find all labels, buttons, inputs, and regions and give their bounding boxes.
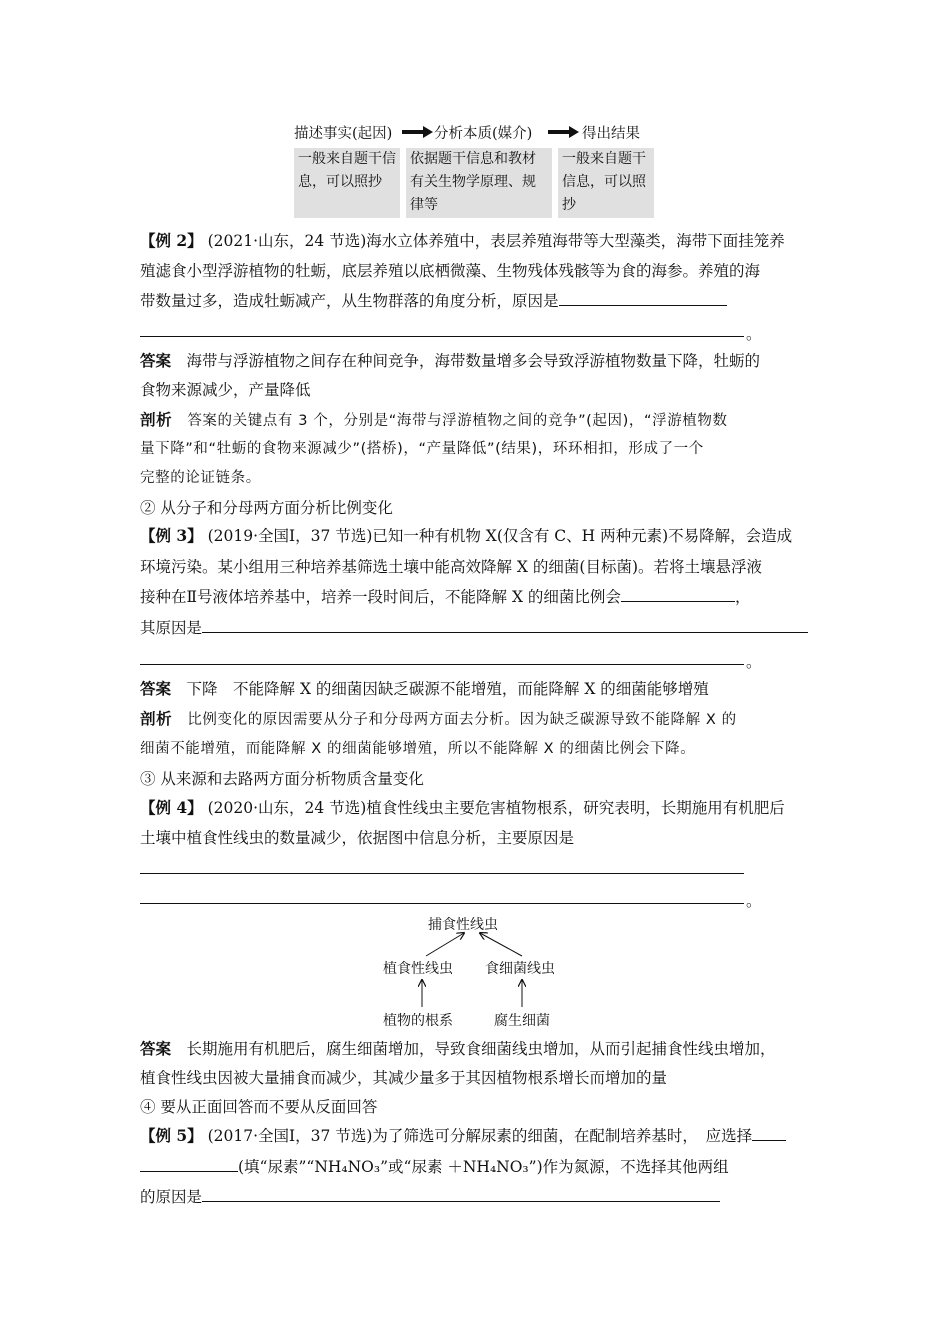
ex2-answer-line-1: 答案 海带与浮游植物之间存在种间竞争，海带数量增多会导致浮游植物数量下降，牡蛎的 xyxy=(140,351,761,370)
node-predatory-nematode: 捕食性线虫 xyxy=(428,917,498,933)
answer-blank[interactable] xyxy=(140,336,744,337)
flow-box-result: 一般来自题干信息，可以照抄 xyxy=(558,148,654,218)
node-saprophytic-bacteria: 腐生细菌 xyxy=(494,1013,550,1029)
section-heading: ③ 从来源和去路两方面分析物质含量变化 xyxy=(140,770,424,788)
flow-step-cause: 描述事实(起因) xyxy=(294,126,393,142)
ex3-answer-line-1: 答案 下降 不能降解 X 的细菌因缺乏碳源不能增殖，而能降解 X 的细菌能够增殖 xyxy=(140,679,709,698)
flow-box-medium: 依据题干信息和教材有关生物学原理、规律等 xyxy=(406,148,552,218)
food-web-arrows xyxy=(372,912,602,1032)
ex3-line-1: 【例 3】 (2019·全国Ⅰ，37 节选)已知一种有机物 X(仅含有 C、H 两种元素)不易降解，会造成 xyxy=(140,526,793,545)
ex4-answer-line-2: 植食性线虫因被大量捕食而减少，其减少量多于其因植物根系增长而增加的量 xyxy=(140,1069,668,1087)
analysis-label: 剖析 xyxy=(140,709,173,728)
ex2-analysis-line-2: 量下降”和“牡蛎的食物来源减少”(搭桥)，“产量降低”(结果)，环环相扣，形成了一个 xyxy=(140,441,704,457)
ex3-analysis-line-2: 细菌不能增殖，而能降解 X 的细菌能够增殖，所以不能降解 X 的细菌比例会下降。 xyxy=(140,741,696,757)
ex2-analysis-line-1: 剖析 答案的关键点有 3 个，分别是“海带与浮游植物之间的竞争”(起因)，“浮游植物数 xyxy=(140,410,728,429)
arrow-icon xyxy=(426,933,464,956)
answer-blank[interactable] xyxy=(202,617,808,633)
section-heading: ④ 要从正面回答而不要从反面回答 xyxy=(140,1098,378,1116)
answer-label: 答案 xyxy=(140,1039,172,1058)
flow-box-cause: 一般来自题干信息，可以照抄 xyxy=(294,148,400,218)
answer-blank[interactable] xyxy=(140,664,744,665)
answer-blank[interactable] xyxy=(140,903,744,904)
ex3-analysis-line-1: 剖析 比例变化的原因需要从分子和分母两方面去分析。因为缺乏碳源导致不能降解 X 的 xyxy=(140,709,737,728)
answer-blank[interactable] xyxy=(140,1156,238,1172)
node-herbivorous-nematode: 植食性线虫 xyxy=(383,961,453,977)
arrow-icon xyxy=(480,933,522,956)
node-bacterivorous-nematode: 食细菌线虫 xyxy=(485,961,555,977)
reasoning-flow xyxy=(294,122,654,222)
ex3-line-2: 环境污染。某小组用三种培养基筛选土壤中能高效降解 X 的细菌(目标菌)。若将土壤悬浮液 xyxy=(140,558,762,576)
section-heading: ② 从分子和分母两方面分析比例变化 xyxy=(140,499,393,517)
ex2-analysis-line-3: 完整的论证链条。 xyxy=(140,470,261,486)
ex4-line-2: 土壤中植食性线虫的数量减少，依据图中信息分析，主要原因是 xyxy=(140,829,575,847)
answer-blank[interactable] xyxy=(621,586,735,602)
ex3-line-4: 其原因是 xyxy=(140,617,820,639)
ex2-line-1: 【例 2】 (2021·山东，24 节选)海水立体养殖中，表层养殖海带等大型藻类，海带下面挂笼养 xyxy=(140,231,785,250)
ex2-line-2: 殖滤食小型浮游植物的牡蛎，底层养殖以底栖微藻、生物残体残骸等为食的海参。养殖的海 xyxy=(140,262,761,280)
arrow-icon xyxy=(402,130,424,134)
ex3-line-3: 接种在Ⅱ号液体培养基中，培养一段时间后，不能降解 X 的细菌比例会 ， xyxy=(140,588,751,606)
answer-blank[interactable] xyxy=(202,1186,720,1202)
answer-blank[interactable] xyxy=(752,1125,786,1141)
document-page: 描述事实(起因) 分析本质(媒介) 得出结果 一般来自题干信息，可以照抄 依据题干信息和教材有关生物学原理、规律等 一般来自题干信息，可以照抄 【例 2】 (2021·山东，24 节选)海水立体养殖中，表层养殖海带等大型藻类，海带下面挂笼养 殖滤食小型浮游植物的牡蛎，底层养殖以底栖微藻、生物残体残骸等为食的海参。养殖的海 带数量过多，造成牡蛎减产，从生物群落的角度分析，原因是 。 答案 海带与浮游植物之间存在种间竞争，海带数量增多会导致浮游植物数量下降，牡蛎的 食物来源减少，产量降低 剖析 答案的关键点有 3 个，分别是“海带与浮游植物之间的竞争”(起因)，“浮游植物数 量下降”和“牡蛎的食物来源减少”(搭桥)，“产量降低”(结果)，环环相扣，形成了一个 完整的论证链条。 ② 从分子和分母两方面分析比例变化 【例 3】 (2019·全国Ⅰ，37 节选)已知一种有机物 X(仅含有 C、H 两种元素)不易降解，会造成 环境污染。某小组用三种培养基筛选土壤中能高效降解 X 的细菌(目标菌)。若将土壤悬浮液 接种在Ⅱ号液体培养基中，培养一段时间后，不能降解 X 的细菌比例会 ， 其原因是 。 答案 下降 不能降解 X 的细菌因缺乏碳源不能增殖，而能降解 X 的细菌能够增殖 剖析 比例变化的原因需要从分子和分母两方面去分析。因为缺乏碳源导致不能降解 X 的 细菌不能增殖，而能降解 X 的细菌能够增殖，所以不能降解 X 的细菌比例会下降。 ③ 从来源和去路两方面分析物质含量变化 【例 4】 (2020·山东，24 节选)植食性线虫主要危害植物根系，研究表明，长期施用有机肥后 土壤中植食性线虫的数量减少，依据图中信息分析，主要原因是 。 捕食性线虫 植食性线虫 食细菌线虫 植物的根系 腐生细菌 答案 长期施用有机肥后，腐生细菌增加，导致食细菌线虫增加，从而引起捕食性线虫增加， 植食性线虫因被大量捕食而减少，其减少量多于其因植物根系增长而增加的量 ④ 要从正面回答而不要从反面回答 【例 5】 (2017·全国Ⅰ，37 节选)为了筛选可分解尿素的细菌，在配制培养基时， 应选择 (填“尿素”“NH₄NO₃”或“尿素 ＋NH₄NO₃”)作为氮源，不选择其他两组 的原因是 xyxy=(0,0,950,1344)
food-web-diagram xyxy=(372,912,602,1032)
ex3-tag: 【例 3】 xyxy=(140,526,203,545)
ex5-line-1: 【例 5】 (2017·全国Ⅰ，37 节选)为了筛选可分解尿素的细菌，在配制培养基时， 应选择 xyxy=(140,1125,820,1147)
ex2-tag: 【例 2】 xyxy=(140,231,203,250)
ex4-tag: 【例 4】 xyxy=(140,798,203,817)
analysis-label: 剖析 xyxy=(140,410,173,429)
ex5-tag: 【例 5】 xyxy=(140,1126,203,1145)
answer-label: 答案 xyxy=(140,679,172,698)
arrow-icon xyxy=(548,130,570,134)
flow-step-medium: 分析本质(媒介) xyxy=(434,126,533,142)
ex4-line-1: 【例 4】 (2020·山东，24 节选)植食性线虫主要危害植物根系，研究表明，长期施用有机肥后 xyxy=(140,798,785,817)
answer-blank[interactable] xyxy=(559,290,727,306)
ex2-line-3: 带数量过多，造成牡蛎减产，从生物群落的角度分析，原因是 xyxy=(140,290,820,312)
ex2-answer-line-2: 食物来源减少，产量降低 xyxy=(140,381,311,399)
answer-blank[interactable] xyxy=(140,873,744,874)
node-plant-roots: 植物的根系 xyxy=(383,1013,453,1029)
ex5-line-3: 的原因是 xyxy=(140,1186,820,1208)
answer-label: 答案 xyxy=(140,351,172,370)
flow-step-result: 得出结果 xyxy=(582,126,640,142)
ex4-answer-line-1: 答案 长期施用有机肥后，腐生细菌增加，导致食细菌线虫增加，从而引起捕食性线虫增加， xyxy=(140,1039,776,1058)
ex5-line-2: (填“尿素”“NH₄NO₃”或“尿素 ＋NH₄NO₃”)作为氮源，不选择其他两组 xyxy=(140,1156,820,1178)
